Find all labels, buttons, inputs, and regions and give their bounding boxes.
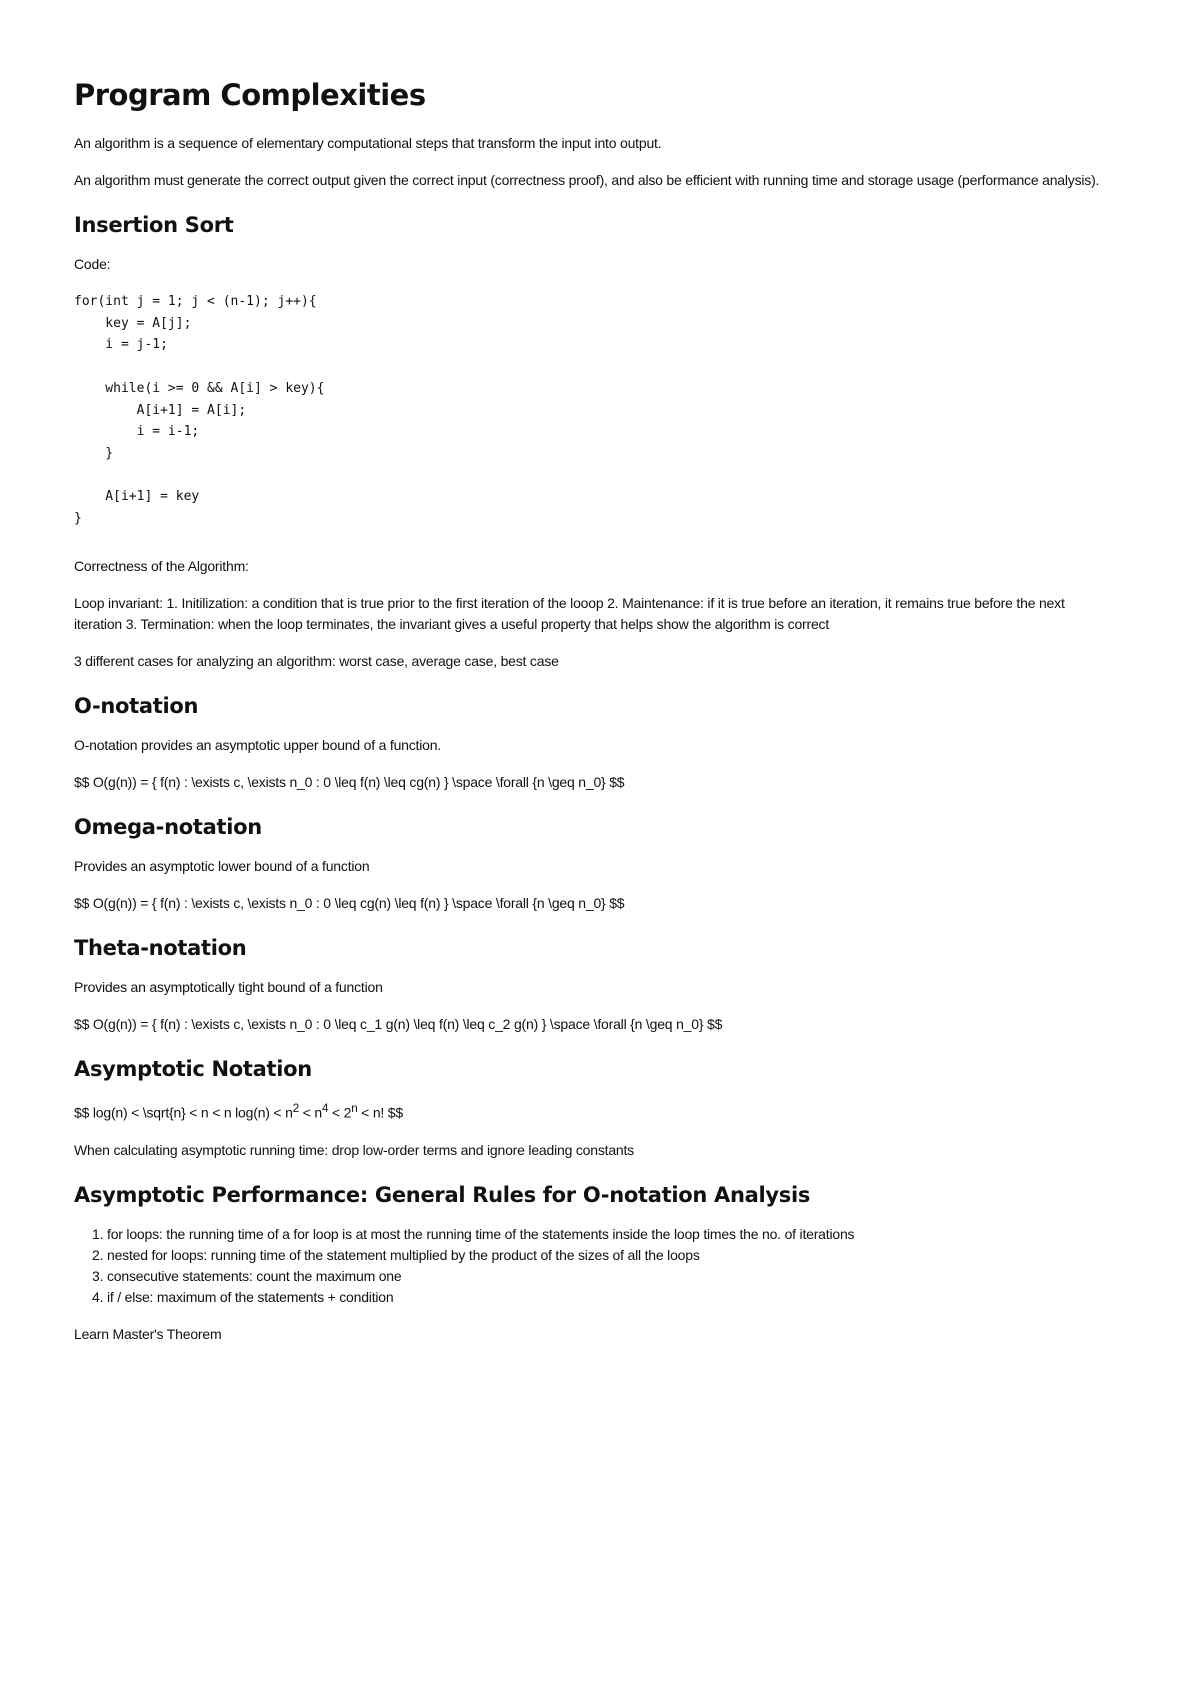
theta-notation-heading: Theta-notation <box>74 936 247 961</box>
document-page <box>74 78 1114 1361</box>
list-item: 1. for loops: the running time of a for loop is at most the running time of the statements inside the loop times the no. of iterations <box>107 1224 1114 1245</box>
superscript: 2 <box>292 1102 299 1116</box>
formula-part: < n <box>298 1105 322 1122</box>
page-title: Program Complexities <box>74 78 426 112</box>
code-label: Code: <box>74 255 111 272</box>
list-item: 3. consecutive statements: count the maximum one <box>107 1266 1114 1287</box>
o-notation-description: O-notation provides an asymptotic upper bound of a function. <box>74 736 442 753</box>
insertion-sort-code-block: for(int j = 1; j < (n-1); j++){ key = A[j]; i = j-1; while(i >= 0 && A[i] > key){ A[i+1] = A[i]; i = i-1; } A[i+1] = key } <box>74 293 325 527</box>
omega-notation-description: Provides an asymptotic lower bound of a function <box>74 858 370 875</box>
o-notation-formula: $$ O(g(n)) = { f(n) : \exists c, \exists n_0 : 0 \leq f(n) \leq cg(n) } \space \forall {n \geq n_0} $$ <box>74 773 625 790</box>
list-item: 4. if / else: maximum of the statements + condition <box>107 1287 1114 1308</box>
asymptotic-note: When calculating asymptotic running time: drop low-order terms and ignore leading constants <box>74 1142 634 1159</box>
formula-part: < n! $$ <box>357 1105 403 1122</box>
correctness-label: Correctness of the Algorithm: <box>74 557 249 574</box>
asymptotic-order-formula <box>74 1098 1114 1124</box>
theta-notation-description: Provides an asymptotically tight bound of a function <box>74 979 383 996</box>
general-rules-heading: Asymptotic Performance: General Rules for O-notation Analysis <box>74 1183 811 1208</box>
masters-theorem-note: Learn Master's Theorem <box>74 1326 222 1343</box>
loop-invariant-paragraph: Loop invariant: 1. Initilization: a condition that is true prior to the first iteration of the looop 2. Maintenance: if it is true before an iteration, it remains true before the next iteration 3. Termination: when the loop terminates, the invariant gives a useful property that helps show the algorithm is correct <box>74 594 1065 632</box>
intro-paragraph-2: An algorithm must generate the correct output given the correct input (correctness proof), and also be efficient with running time and storage usage (performance analysis). <box>74 171 1100 188</box>
superscript: n <box>351 1102 358 1116</box>
formula-part: < 2 <box>328 1105 352 1122</box>
list-item: 2. nested for loops: running time of the statement multiplied by the product of the sizes of all the loops <box>107 1245 1114 1266</box>
asymptotic-notation-heading: Asymptotic Notation <box>74 1057 312 1082</box>
intro-paragraph-1: An algorithm is a sequence of elementary computational steps that transform the input into output. <box>74 134 662 151</box>
analysis-cases-paragraph: 3 different cases for analyzing an algorithm: worst case, average case, best case <box>74 652 559 669</box>
theta-notation-formula: $$ O(g(n)) = { f(n) : \exists c, \exists n_0 : 0 \leq c_1 g(n) \leq f(n) \leq c_2 g(n) } \space \forall {n \geq n_0} $$ <box>74 1016 723 1033</box>
general-rules-list <box>74 1224 1114 1308</box>
omega-notation-heading: Omega-notation <box>74 814 262 839</box>
omega-notation-formula: $$ O(g(n)) = { f(n) : \exists c, \exists n_0 : 0 \leq cg(n) \leq f(n) } \space \forall {n \geq n_0} $$ <box>74 895 625 912</box>
superscript: 4 <box>321 1102 329 1116</box>
insertion-sort-heading: Insertion Sort <box>74 212 234 237</box>
o-notation-heading: O-notation <box>74 693 199 718</box>
formula-part: $$ log(n) < \sqrt{n} < n < n log(n) < n <box>74 1105 293 1122</box>
